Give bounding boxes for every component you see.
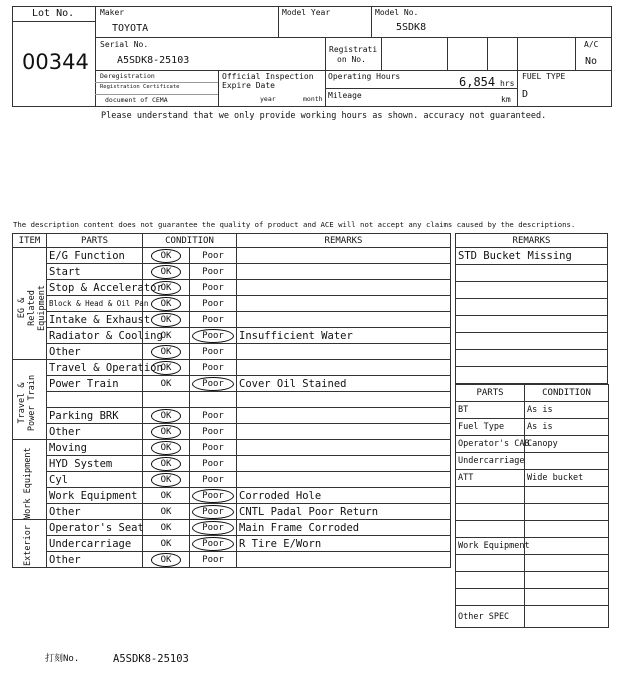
- poor-cell: [190, 408, 237, 424]
- condition-value: [525, 572, 609, 589]
- condition-value: [525, 606, 609, 628]
- poor-option: Poor: [202, 266, 224, 277]
- poor-circled: Poor: [192, 505, 234, 519]
- ok-circled: OK: [151, 473, 182, 487]
- condition-header: CONDITION: [143, 234, 237, 248]
- part-name: Work Equipment: [47, 488, 143, 504]
- hrs-label: hrs: [500, 79, 515, 88]
- part-name: Other: [47, 424, 143, 440]
- op-hours-label: Operating Hours: [328, 72, 401, 81]
- part-name: [456, 572, 525, 589]
- table-row: [456, 402, 609, 419]
- part-name: Intake & Exhaust: [47, 312, 143, 328]
- condition-side-header: CONDITION: [525, 385, 609, 402]
- registration-label: Registrati: [329, 45, 378, 54]
- ok-circled: OK: [151, 249, 182, 263]
- table-row: [456, 538, 609, 555]
- remark-cell: [237, 472, 451, 488]
- table-row: [13, 440, 451, 456]
- op-hours-value: 6,854: [459, 75, 496, 89]
- ac-label: A/C: [584, 40, 599, 49]
- ok-circled: OK: [151, 441, 182, 455]
- maker-value: TOYOTA: [112, 23, 149, 34]
- remark-cell: [237, 424, 451, 440]
- part-name: Cyl: [47, 472, 143, 488]
- remark-cell: [237, 440, 451, 456]
- part-name: [47, 392, 143, 408]
- model-year-label: Model Year: [282, 8, 331, 17]
- poor-option: Poor: [202, 474, 224, 485]
- ok-cell: [143, 552, 190, 568]
- ok-circled: OK: [151, 345, 182, 359]
- table-row: [456, 487, 609, 504]
- stamp-no-value: A5SDK8-25103: [113, 653, 189, 665]
- part-name: Operator's Seat: [47, 520, 143, 536]
- part-name: [456, 589, 525, 606]
- remark-cell: [237, 552, 451, 568]
- ok-cell: [143, 504, 190, 520]
- table-row: [456, 367, 608, 384]
- poor-cell: [190, 360, 237, 376]
- item-group: [13, 520, 47, 568]
- poor-cell: [190, 520, 237, 536]
- part-name: Parking BRK: [47, 408, 143, 424]
- ok-cell: [143, 440, 190, 456]
- part-name: BT: [456, 402, 525, 419]
- condition-value: [525, 538, 609, 555]
- poor-cell: [190, 456, 237, 472]
- table-row: [13, 424, 451, 440]
- condition-value: As is: [525, 402, 609, 419]
- remark-cell: [237, 312, 451, 328]
- condition-value: [525, 521, 609, 538]
- part-name: Stop & Accelerator: [47, 280, 143, 296]
- remark-cell: Cover Oil Stained: [237, 376, 451, 392]
- remark-cell: CNTL Padal Poor Return: [237, 504, 451, 520]
- item-group-label: Work Equipment: [23, 447, 33, 519]
- poor-cell: [190, 376, 237, 392]
- condition-value: As is: [525, 419, 609, 436]
- poor-option: Poor: [202, 362, 224, 373]
- part-name: Fuel Type: [456, 419, 525, 436]
- ok-option: OK: [160, 378, 172, 389]
- poor-cell: [190, 440, 237, 456]
- ok-cell: [143, 456, 190, 472]
- condition-value: [525, 487, 609, 504]
- table-row: [13, 328, 451, 344]
- stamp-no-label: 打刻No.: [45, 654, 80, 664]
- poor-circled: Poor: [192, 521, 234, 535]
- lot-divider: [12, 21, 96, 22]
- ok-circled: OK: [151, 265, 182, 279]
- table-row: [13, 472, 451, 488]
- table-row: [456, 555, 609, 572]
- table-row: [456, 282, 608, 299]
- poor-cell: [190, 264, 237, 280]
- parts-header: PARTS: [47, 234, 143, 248]
- table-row: [13, 456, 451, 472]
- parts-side-header: PARTS: [456, 385, 525, 402]
- item-group: [13, 248, 47, 360]
- remark-cell: [456, 316, 608, 333]
- poor-cell: [190, 280, 237, 296]
- poor-circled: Poor: [192, 329, 234, 343]
- ok-cell: [143, 488, 190, 504]
- inspection-label-2: Expire Date: [222, 81, 275, 90]
- remark-cell: STD Bucket Missing: [456, 248, 608, 265]
- part-name: Other SPEC: [456, 606, 525, 628]
- table-row: [456, 521, 609, 538]
- ok-option: OK: [160, 538, 172, 549]
- table-row: [456, 299, 608, 316]
- poor-cell: [190, 344, 237, 360]
- table-row: [456, 504, 609, 521]
- part-name: [456, 487, 525, 504]
- item-header: ITEM: [13, 234, 47, 248]
- remark-cell: Corroded Hole: [237, 488, 451, 504]
- remark-cell: [237, 360, 451, 376]
- condition-value: Wide bucket: [525, 470, 609, 487]
- parts-grid: [455, 384, 609, 628]
- poor-cell: [190, 504, 237, 520]
- table-row: [456, 333, 608, 350]
- ok-circled: OK: [151, 361, 182, 375]
- table-row: [456, 350, 608, 367]
- ok-cell: [143, 248, 190, 264]
- part-name: Work Equipment: [456, 538, 525, 555]
- remark-cell: [237, 456, 451, 472]
- part-name: Moving: [47, 440, 143, 456]
- table-row: [456, 572, 609, 589]
- maker-label: Maker: [100, 8, 125, 17]
- table-row: [13, 296, 451, 312]
- mileage-label: Mileage: [328, 91, 362, 100]
- ok-circled: OK: [151, 425, 182, 439]
- remarks-header: REMARKS: [237, 234, 451, 248]
- remark-cell: [456, 350, 608, 367]
- fuel-type-value: D: [522, 89, 529, 100]
- ok-circled: OK: [151, 281, 182, 295]
- ok-circled: OK: [151, 409, 182, 423]
- serial-label: Serial No.: [100, 40, 149, 49]
- inspection-label: Official Inspection: [222, 72, 314, 81]
- remark-cell: [237, 248, 451, 264]
- ok-cell: [143, 296, 190, 312]
- remark-cell: [456, 299, 608, 316]
- part-name: Other: [47, 344, 143, 360]
- poor-circled: Poor: [192, 537, 234, 551]
- remark-cell: Main Frame Corroded: [237, 520, 451, 536]
- item-group-label: Travel & Power Train: [17, 374, 37, 431]
- part-name: Block & Head & Oil Pan: [47, 296, 143, 312]
- poor-circled: Poor: [192, 489, 234, 503]
- ok-cell: [143, 344, 190, 360]
- ok-circled: OK: [151, 297, 182, 311]
- remarks-side-header: REMARKS: [456, 234, 608, 248]
- model-no-label: Model No.: [375, 8, 419, 17]
- ok-option: OK: [160, 522, 172, 533]
- hours-note: Please understand that we only provide working hours as shown. accuracy not guaranteed.: [101, 111, 547, 121]
- table-row: [456, 265, 608, 282]
- poor-option: Poor: [202, 442, 224, 453]
- ok-cell: [143, 424, 190, 440]
- part-name: Other: [47, 552, 143, 568]
- remark-cell: [456, 282, 608, 299]
- ok-cell: [143, 520, 190, 536]
- table-row: [456, 316, 608, 333]
- table-row: [13, 536, 451, 552]
- poor-option: Poor: [202, 346, 224, 357]
- condition-value: Canopy: [525, 436, 609, 453]
- table-row: [456, 248, 608, 265]
- ok-cell: [143, 264, 190, 280]
- poor-cell: [190, 392, 237, 408]
- remark-cell: [237, 392, 451, 408]
- model-no-value: 5SDK8: [396, 22, 427, 33]
- remark-cell: [237, 408, 451, 424]
- part-name: Start: [47, 264, 143, 280]
- registration-label-2: on No.: [337, 55, 366, 64]
- remark-cell: [456, 265, 608, 282]
- remark-cell: [237, 280, 451, 296]
- part-name: HYD System: [47, 456, 143, 472]
- table-row: [13, 488, 451, 504]
- poor-option: Poor: [202, 410, 224, 421]
- item-group-label: EG & Related Equipment: [17, 284, 47, 331]
- part-name: Undercarriage: [47, 536, 143, 552]
- ok-cell: [143, 536, 190, 552]
- ok-option: OK: [160, 330, 172, 341]
- part-name: [456, 504, 525, 521]
- poor-option: Poor: [202, 298, 224, 309]
- part-name: Operator's CAB: [456, 436, 525, 453]
- item-group: [13, 440, 47, 520]
- deregistration-label: Deregistration: [100, 72, 155, 80]
- table-row: [13, 360, 451, 376]
- poor-cell: [190, 472, 237, 488]
- serial-value: A5SDK8-25103: [117, 55, 190, 66]
- remark-cell: [237, 296, 451, 312]
- lot-number: 00344: [22, 50, 89, 74]
- ok-circled: OK: [151, 553, 182, 567]
- remarks-grid: [455, 233, 608, 384]
- table-row: [13, 248, 451, 264]
- ok-circled: OK: [151, 313, 182, 327]
- poor-option: Poor: [202, 314, 224, 325]
- ok-cell: [143, 392, 190, 408]
- part-name: [456, 555, 525, 572]
- fuel-type-label: FUEL TYPE: [522, 72, 566, 81]
- table-row: [13, 264, 451, 280]
- poor-cell: [190, 296, 237, 312]
- table-row: [13, 312, 451, 328]
- month-label: month: [303, 95, 323, 103]
- condition-value: [525, 589, 609, 606]
- item-group: [13, 360, 47, 440]
- poor-cell: [190, 536, 237, 552]
- ok-cell: [143, 472, 190, 488]
- poor-cell: [190, 552, 237, 568]
- table-row: [13, 392, 451, 408]
- poor-option: Poor: [202, 554, 224, 565]
- year-label: year: [260, 95, 276, 103]
- ok-option: OK: [160, 490, 172, 501]
- condition-value: [525, 504, 609, 521]
- part-name: Undercarriage: [456, 453, 525, 470]
- table-row: [13, 552, 451, 568]
- reg-cert-label: Registration Certificate: [100, 84, 180, 90]
- header-row: [13, 234, 451, 248]
- disclaimer: The description content does not guarantee the quality of product and ACE will not accept any claims caused by the descriptions.: [13, 220, 576, 229]
- table-row: [456, 470, 609, 487]
- condition-value: [525, 555, 609, 572]
- part-name: Other: [47, 504, 143, 520]
- condition-value: [525, 453, 609, 470]
- km-label: km: [501, 95, 511, 104]
- part-name: ATT: [456, 470, 525, 487]
- table-row: [13, 408, 451, 424]
- table-row: [13, 280, 451, 296]
- part-name: Power Train: [47, 376, 143, 392]
- table-row: [13, 376, 451, 392]
- table-row: [456, 419, 609, 436]
- poor-option: Poor: [202, 250, 224, 261]
- ok-cell: [143, 408, 190, 424]
- poor-circled: Poor: [192, 377, 234, 391]
- table-row: [456, 606, 609, 628]
- part-name: [456, 521, 525, 538]
- poor-cell: [190, 424, 237, 440]
- remark-cell: [456, 333, 608, 350]
- ok-cell: [143, 376, 190, 392]
- ok-option: OK: [160, 506, 172, 517]
- remark-cell: [456, 367, 608, 384]
- remark-cell: R Tire E/Worn: [237, 536, 451, 552]
- remark-cell: [237, 264, 451, 280]
- table-row: [456, 436, 609, 453]
- item-group-label: Exterior: [23, 525, 33, 567]
- poor-option: Poor: [202, 282, 224, 293]
- poor-cell: [190, 312, 237, 328]
- poor-cell: [190, 248, 237, 264]
- poor-cell: [190, 328, 237, 344]
- table-row: [13, 344, 451, 360]
- table-row: [13, 504, 451, 520]
- cema-label: document of CEMA: [105, 96, 168, 104]
- part-name: Radiator & Cooling: [47, 328, 143, 344]
- poor-option: Poor: [202, 458, 224, 469]
- remark-cell: [237, 344, 451, 360]
- table-row: [13, 520, 451, 536]
- condition-grid: [12, 233, 451, 568]
- table-row: [456, 589, 609, 606]
- remark-cell: Insufficient Water: [237, 328, 451, 344]
- ok-circled: OK: [151, 457, 182, 471]
- part-name: E/G Function: [47, 248, 143, 264]
- poor-option: Poor: [202, 426, 224, 437]
- ac-value: No: [585, 56, 598, 67]
- lot-label: Lot No.: [32, 8, 75, 19]
- part-name: Travel & Operation: [47, 360, 143, 376]
- table-row: [456, 453, 609, 470]
- poor-cell: [190, 488, 237, 504]
